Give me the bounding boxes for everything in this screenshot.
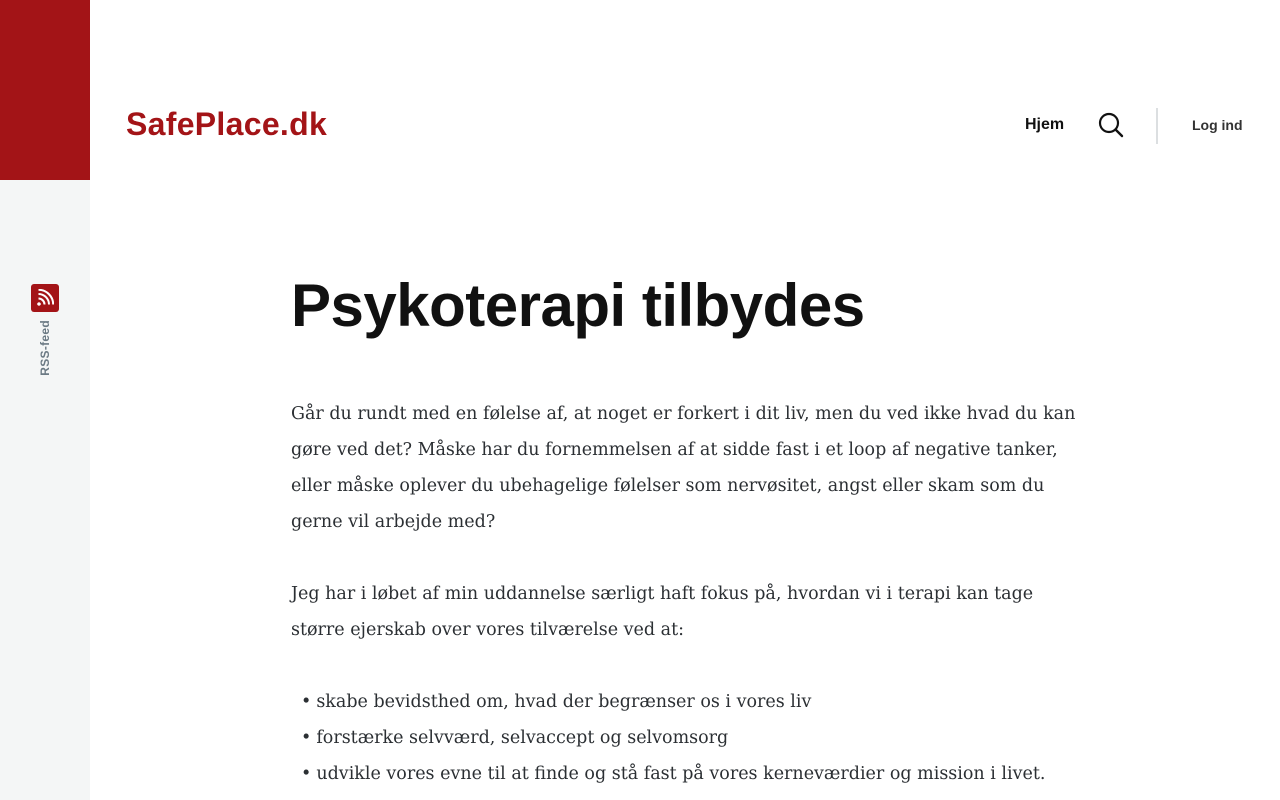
brand-color-block (0, 0, 90, 180)
login-link[interactable]: Log ind (1192, 117, 1243, 133)
list-item: • forstærke selvværd, selvaccept og selvomsorg (301, 728, 729, 748)
list-item-text: udvikle vores evne til at finde og stå fast på vores kerneværdier og mission i livet. (316, 764, 1046, 784)
rss-feed-label: RSS-feed (38, 320, 52, 376)
search-icon (1097, 127, 1125, 142)
search-button[interactable] (1097, 111, 1125, 139)
article-content (291, 270, 1091, 792)
bullet-list (291, 684, 1091, 792)
list-item: • udvikle vores evne til at finde og stå fast på vores kerneværdier og mission i livet. (301, 764, 1046, 784)
nav-link-home[interactable]: Hjem (1025, 116, 1065, 133)
nav-divider (1156, 108, 1158, 144)
paragraph: Går du rundt med en følelse af, at noget er forkert i dit liv, men du ved ikke hvad du kan gøre ved det? Måske har du fornemmelsen af at sidde fast i et loop af negative tanker, eller måske oplever du ubehagelige følelser som nervøsitet, angst eller skam som du gerne vil arbejde med? (291, 404, 1076, 532)
left-sidebar (0, 0, 90, 800)
paragraph: Jeg har i løbet af min uddannelse særligt haft fokus på, hvordan vi i terapi kan tage større ejerskab over vores tilværelse ved at: (291, 584, 1034, 640)
site-title[interactable]: SafePlace.dk (126, 106, 328, 142)
rss-feed-link[interactable] (31, 284, 59, 376)
page-title: Psykoterapi tilbydes (291, 272, 865, 339)
list-item-text: skabe bevidsthed om, hvad der begrænser os i vores liv (316, 692, 812, 712)
list-item-text: forstærke selvværd, selvaccept og selvomsorg (316, 728, 729, 748)
rss-icon (31, 284, 59, 312)
list-item: • skabe bevidsthed om, hvad der begrænser os i vores liv (301, 692, 812, 712)
